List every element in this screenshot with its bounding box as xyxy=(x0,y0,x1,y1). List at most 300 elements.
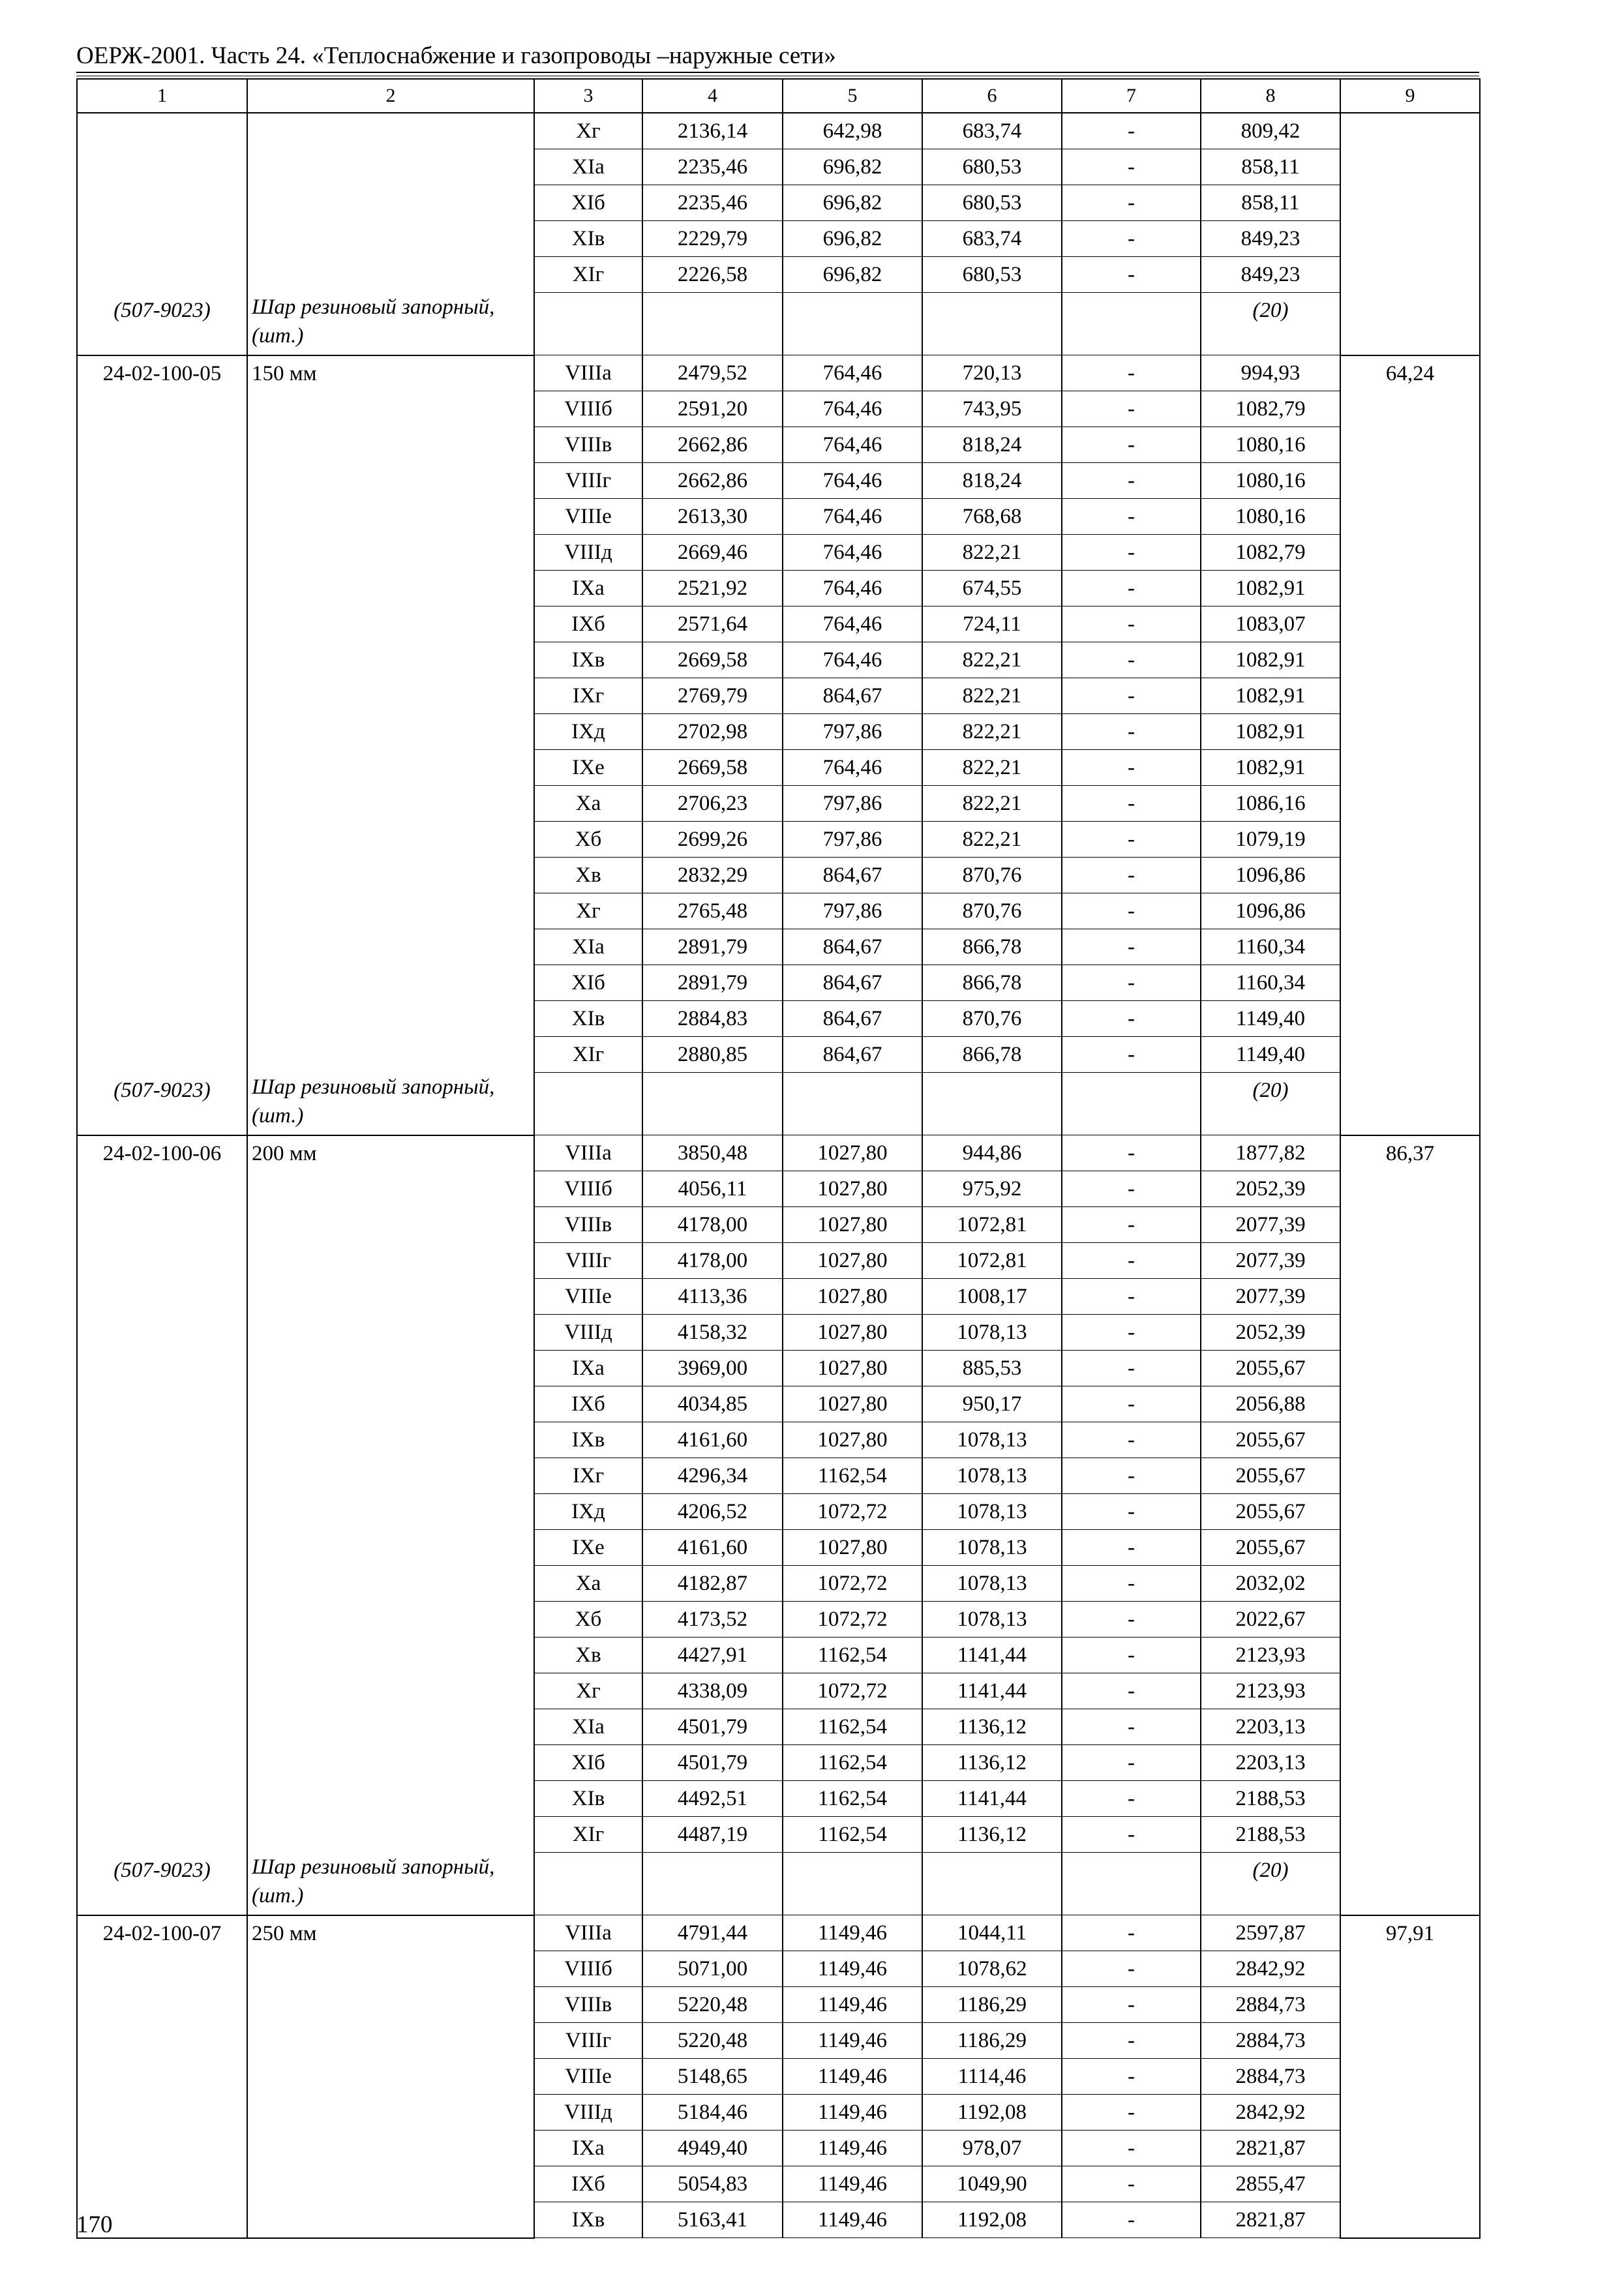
table-row xyxy=(77,1351,1480,1386)
table-row xyxy=(77,1638,1480,1673)
zone-cell xyxy=(534,1073,642,1135)
zone-cell: IХа xyxy=(534,2131,642,2166)
machines-cell xyxy=(922,1853,1062,1915)
total-cost-cell: 5148,65 xyxy=(642,2059,783,2095)
machines-cell: 944,86 xyxy=(922,1135,1062,1171)
materials-cell: 1160,34 xyxy=(1201,965,1340,1001)
rate-code-cell xyxy=(77,1458,247,1494)
table-row xyxy=(77,1315,1480,1351)
wages-cell xyxy=(783,293,922,355)
table-row xyxy=(77,1745,1480,1781)
drivers-wages-cell: - xyxy=(1062,822,1201,858)
rate-code-cell: 24-02-100-05 xyxy=(77,355,247,391)
wages-cell: 1149,46 xyxy=(783,1987,922,2023)
zone-cell: Ха xyxy=(534,1566,642,1602)
labor-cost-cell xyxy=(1340,2095,1480,2131)
rate-code-cell xyxy=(77,149,247,185)
wages-cell: 1027,80 xyxy=(783,1530,922,1566)
work-name-cell xyxy=(247,714,534,750)
price-table xyxy=(76,78,1481,2239)
table-row xyxy=(77,750,1480,786)
work-name-cell xyxy=(247,678,534,714)
total-cost-cell: 2699,26 xyxy=(642,822,783,858)
zone-cell: VIIIа xyxy=(534,1915,642,1951)
work-name-cell xyxy=(247,1279,534,1315)
wages-cell: 1027,80 xyxy=(783,1351,922,1386)
drivers-wages-cell: - xyxy=(1062,185,1201,221)
work-name-cell: 150 мм xyxy=(247,355,534,391)
machines-cell: 743,95 xyxy=(922,391,1062,427)
labor-cost-cell xyxy=(1340,858,1480,893)
zone-cell: VIIIд xyxy=(534,535,642,571)
work-name-cell xyxy=(247,1530,534,1566)
work-name-cell xyxy=(247,1494,534,1530)
total-cost-cell: 2832,29 xyxy=(642,858,783,893)
labor-cost-cell xyxy=(1340,1001,1480,1037)
total-cost-cell: 4501,79 xyxy=(642,1745,783,1781)
wages-cell: 1027,80 xyxy=(783,1315,922,1351)
machines-cell: 1078,13 xyxy=(922,1602,1062,1638)
zone-cell: ХIб xyxy=(534,1745,642,1781)
rate-code-cell xyxy=(77,642,247,678)
drivers-wages-cell: - xyxy=(1062,1781,1201,1817)
work-name-cell xyxy=(247,1781,534,1817)
materials-cell: 2203,13 xyxy=(1201,1709,1340,1745)
total-cost-cell: 5163,41 xyxy=(642,2202,783,2238)
total-cost-cell: 4158,32 xyxy=(642,1315,783,1351)
materials-cell: 2884,73 xyxy=(1201,2023,1340,2059)
rate-code-cell xyxy=(77,535,247,571)
work-name-cell xyxy=(247,1817,534,1853)
table-row xyxy=(77,1207,1480,1243)
work-name-cell xyxy=(247,427,534,463)
zone-cell: ХIб xyxy=(534,185,642,221)
machines-cell: 870,76 xyxy=(922,893,1062,929)
machines-cell: 683,74 xyxy=(922,113,1062,149)
wages-cell: 1027,80 xyxy=(783,1207,922,1243)
labor-cost-cell xyxy=(1340,750,1480,786)
drivers-wages-cell: - xyxy=(1062,1351,1201,1386)
machines-cell: 1072,81 xyxy=(922,1243,1062,1279)
rate-code-cell xyxy=(77,822,247,858)
labor-cost-cell xyxy=(1340,2023,1480,2059)
total-cost-cell: 2669,46 xyxy=(642,535,783,571)
total-cost-cell xyxy=(642,1853,783,1915)
labor-cost-cell xyxy=(1340,1987,1480,2023)
table-row xyxy=(77,786,1480,822)
column-number-row xyxy=(77,79,1480,113)
machines-cell: 1078,13 xyxy=(922,1494,1062,1530)
labor-cost-cell xyxy=(1340,606,1480,642)
total-cost-cell: 4113,36 xyxy=(642,1279,783,1315)
material-qty-cell: (20) xyxy=(1201,1073,1340,1135)
table-row xyxy=(77,1171,1480,1207)
table-row xyxy=(77,427,1480,463)
material-qty-cell: (20) xyxy=(1201,293,1340,355)
rate-code-cell xyxy=(77,571,247,606)
drivers-wages-cell: - xyxy=(1062,2095,1201,2131)
wages-cell: 764,46 xyxy=(783,750,922,786)
table-row xyxy=(77,535,1480,571)
total-cost-cell: 2669,58 xyxy=(642,642,783,678)
labor-cost-cell: 64,24 xyxy=(1340,355,1480,391)
total-cost-cell: 5054,83 xyxy=(642,2166,783,2202)
drivers-wages-cell: - xyxy=(1062,1817,1201,1853)
materials-cell: 1080,16 xyxy=(1201,463,1340,499)
rate-code-cell xyxy=(77,929,247,965)
total-cost-cell: 2235,46 xyxy=(642,185,783,221)
work-name-cell xyxy=(247,1037,534,1073)
materials-cell: 1082,91 xyxy=(1201,750,1340,786)
table-row xyxy=(77,1673,1480,1709)
table-row xyxy=(77,391,1480,427)
zone-cell: IХд xyxy=(534,714,642,750)
wages-cell: 696,82 xyxy=(783,185,922,221)
zone-cell: Хг xyxy=(534,893,642,929)
rate-code-cell xyxy=(77,463,247,499)
work-name-cell xyxy=(247,750,534,786)
zone-cell: Хг xyxy=(534,113,642,149)
work-name-cell xyxy=(247,2202,534,2238)
wages-cell: 642,98 xyxy=(783,113,922,149)
labor-cost-cell xyxy=(1340,1673,1480,1709)
drivers-wages-cell: - xyxy=(1062,1037,1201,1073)
drivers-wages-cell: - xyxy=(1062,2202,1201,2238)
total-cost-cell: 2662,86 xyxy=(642,463,783,499)
total-cost-cell: 2669,58 xyxy=(642,750,783,786)
wages-cell: 864,67 xyxy=(783,1037,922,1073)
machines-cell: 1078,13 xyxy=(922,1315,1062,1351)
machines-cell: 1044,11 xyxy=(922,1915,1062,1951)
zone-cell: IХд xyxy=(534,1494,642,1530)
rate-code-cell xyxy=(77,2059,247,2095)
table-row xyxy=(77,1037,1480,1073)
materials-cell: 1877,82 xyxy=(1201,1135,1340,1171)
wages-cell: 1027,80 xyxy=(783,1171,922,1207)
machines-cell: 975,92 xyxy=(922,1171,1062,1207)
total-cost-cell: 4492,51 xyxy=(642,1781,783,1817)
material-code-cell: (507-9023) xyxy=(77,1073,247,1135)
table-row xyxy=(77,606,1480,642)
drivers-wages-cell: - xyxy=(1062,1915,1201,1951)
table-row xyxy=(77,642,1480,678)
table-row xyxy=(77,965,1480,1001)
zone-cell: ХIг xyxy=(534,257,642,293)
work-name-cell xyxy=(247,1638,534,1673)
materials-cell: 2055,67 xyxy=(1201,1351,1340,1386)
wages-cell: 696,82 xyxy=(783,257,922,293)
drivers-wages-cell: - xyxy=(1062,1602,1201,1638)
rate-code-cell xyxy=(77,1001,247,1037)
wages-cell: 764,46 xyxy=(783,427,922,463)
rate-code-cell xyxy=(77,1951,247,1987)
materials-cell: 1096,86 xyxy=(1201,858,1340,893)
total-cost-cell: 4338,09 xyxy=(642,1673,783,1709)
column-number: 3 xyxy=(534,79,642,113)
rate-code-cell xyxy=(77,1817,247,1853)
table-row xyxy=(77,2095,1480,2131)
work-name-cell xyxy=(247,1987,534,2023)
work-name-cell xyxy=(247,642,534,678)
zone-cell: ХIв xyxy=(534,1001,642,1037)
work-name-cell xyxy=(247,2131,534,2166)
total-cost-cell xyxy=(642,1073,783,1135)
zone-cell: VIIIе xyxy=(534,2059,642,2095)
zone-cell: VIIIд xyxy=(534,2095,642,2131)
table-row xyxy=(77,2131,1480,2166)
zone-cell: IХе xyxy=(534,750,642,786)
zone-cell: Хв xyxy=(534,858,642,893)
total-cost-cell: 4161,60 xyxy=(642,1422,783,1458)
total-cost-cell: 2613,30 xyxy=(642,499,783,535)
labor-cost-cell xyxy=(1340,1709,1480,1745)
drivers-wages-cell xyxy=(1062,293,1201,355)
work-name-cell xyxy=(247,606,534,642)
labor-cost-cell xyxy=(1340,1530,1480,1566)
running-header: ОЕРЖ-2001. Часть 24. «Теплоснабжение и газопроводы –наружные сети» xyxy=(76,42,836,69)
labor-cost-cell xyxy=(1340,571,1480,606)
wages-cell: 1162,54 xyxy=(783,1458,922,1494)
rate-code-cell xyxy=(77,1422,247,1458)
zone-cell: VIIIб xyxy=(534,1171,642,1207)
material-code-cell: (507-9023) xyxy=(77,1853,247,1915)
wages-cell: 1162,54 xyxy=(783,1817,922,1853)
drivers-wages-cell: - xyxy=(1062,2131,1201,2166)
materials-cell: 1086,16 xyxy=(1201,786,1340,822)
table-row xyxy=(77,113,1480,149)
labor-cost-cell xyxy=(1340,1171,1480,1207)
rate-code-cell xyxy=(77,1638,247,1673)
wages-cell: 1162,54 xyxy=(783,1709,922,1745)
labor-cost-cell xyxy=(1340,1386,1480,1422)
rate-code-cell xyxy=(77,427,247,463)
drivers-wages-cell: - xyxy=(1062,1673,1201,1709)
total-cost-cell: 2235,46 xyxy=(642,149,783,185)
rate-code-cell xyxy=(77,221,247,257)
work-name-cell xyxy=(247,185,534,221)
drivers-wages-cell: - xyxy=(1062,391,1201,427)
labor-cost-cell xyxy=(1340,1279,1480,1315)
total-cost-cell: 4182,87 xyxy=(642,1566,783,1602)
wages-cell: 797,86 xyxy=(783,893,922,929)
drivers-wages-cell: - xyxy=(1062,1207,1201,1243)
zone-cell: VIIIе xyxy=(534,1279,642,1315)
drivers-wages-cell: - xyxy=(1062,1745,1201,1781)
wages-cell: 1027,80 xyxy=(783,1135,922,1171)
drivers-wages-cell: - xyxy=(1062,149,1201,185)
labor-cost-cell xyxy=(1340,535,1480,571)
work-name-cell xyxy=(247,2059,534,2095)
rate-code-cell xyxy=(77,1207,247,1243)
work-name-cell xyxy=(247,221,534,257)
machines-cell: 1078,13 xyxy=(922,1530,1062,1566)
table-row xyxy=(77,149,1480,185)
rate-code-cell xyxy=(77,1386,247,1422)
material-note-row xyxy=(77,1853,1480,1915)
wages-cell: 797,86 xyxy=(783,822,922,858)
table-row xyxy=(77,1458,1480,1494)
drivers-wages-cell: - xyxy=(1062,1987,1201,2023)
labor-cost-cell xyxy=(1340,642,1480,678)
drivers-wages-cell: - xyxy=(1062,1243,1201,1279)
total-cost-cell: 4056,11 xyxy=(642,1171,783,1207)
materials-cell: 2123,93 xyxy=(1201,1638,1340,1673)
machines-cell: 822,21 xyxy=(922,714,1062,750)
drivers-wages-cell: - xyxy=(1062,1422,1201,1458)
zone-cell: VIIIб xyxy=(534,391,642,427)
work-name-cell: 250 мм xyxy=(247,1915,534,1951)
table-row xyxy=(77,1279,1480,1315)
wages-cell: 1162,54 xyxy=(783,1781,922,1817)
materials-cell: 2032,02 xyxy=(1201,1566,1340,1602)
machines-cell xyxy=(922,293,1062,355)
materials-cell: 1082,91 xyxy=(1201,714,1340,750)
materials-cell: 858,11 xyxy=(1201,185,1340,221)
labor-cost-cell xyxy=(1340,1951,1480,1987)
wages-cell: 1162,54 xyxy=(783,1745,922,1781)
zone-cell: VIIIв xyxy=(534,1987,642,2023)
materials-cell: 2055,67 xyxy=(1201,1530,1340,1566)
rate-code-cell xyxy=(77,786,247,822)
work-name-cell xyxy=(247,1951,534,1987)
machines-cell: 768,68 xyxy=(922,499,1062,535)
labor-cost-cell xyxy=(1340,1638,1480,1673)
machines-cell: 1078,13 xyxy=(922,1458,1062,1494)
machines-cell: 683,74 xyxy=(922,221,1062,257)
materials-cell: 1079,19 xyxy=(1201,822,1340,858)
table-row xyxy=(77,1494,1480,1530)
drivers-wages-cell: - xyxy=(1062,1279,1201,1315)
table-row xyxy=(77,1987,1480,2023)
rate-code-cell xyxy=(77,1279,247,1315)
wages-cell: 1149,46 xyxy=(783,2095,922,2131)
drivers-wages-cell: - xyxy=(1062,1458,1201,1494)
wages-cell: 764,46 xyxy=(783,606,922,642)
work-name-cell xyxy=(247,1001,534,1037)
rate-code-cell xyxy=(77,391,247,427)
table-row xyxy=(77,1135,1480,1171)
total-cost-cell: 4173,52 xyxy=(642,1602,783,1638)
total-cost-cell: 5184,46 xyxy=(642,2095,783,2131)
labor-cost-cell xyxy=(1340,221,1480,257)
wages-cell: 864,67 xyxy=(783,965,922,1001)
materials-cell: 2077,39 xyxy=(1201,1243,1340,1279)
wages-cell: 1027,80 xyxy=(783,1279,922,1315)
work-name-cell xyxy=(247,571,534,606)
zone-cell: IХб xyxy=(534,606,642,642)
work-name-cell xyxy=(247,2166,534,2202)
materials-cell: 849,23 xyxy=(1201,221,1340,257)
drivers-wages-cell: - xyxy=(1062,1709,1201,1745)
machines-cell: 818,24 xyxy=(922,463,1062,499)
rate-code-cell xyxy=(77,1315,247,1351)
wages-cell: 864,67 xyxy=(783,1001,922,1037)
total-cost-cell: 2662,86 xyxy=(642,427,783,463)
work-name-cell xyxy=(247,1673,534,1709)
materials-cell: 1149,40 xyxy=(1201,1001,1340,1037)
labor-cost-cell xyxy=(1340,2059,1480,2095)
drivers-wages-cell xyxy=(1062,1073,1201,1135)
drivers-wages-cell: - xyxy=(1062,2166,1201,2202)
wages-cell: 1149,46 xyxy=(783,2059,922,2095)
materials-cell: 2855,47 xyxy=(1201,2166,1340,2202)
labor-cost-cell xyxy=(1340,786,1480,822)
total-cost-cell: 3969,00 xyxy=(642,1351,783,1386)
machines-cell: 1186,29 xyxy=(922,2023,1062,2059)
column-number: 7 xyxy=(1062,79,1201,113)
table-row xyxy=(77,257,1480,293)
total-cost-cell: 2229,79 xyxy=(642,221,783,257)
work-name-cell xyxy=(247,149,534,185)
zone-cell: IХв xyxy=(534,2202,642,2238)
table-row xyxy=(77,1566,1480,1602)
drivers-wages-cell: - xyxy=(1062,678,1201,714)
drivers-wages-cell: - xyxy=(1062,965,1201,1001)
labor-cost-cell xyxy=(1340,1853,1480,1915)
machines-cell: 822,21 xyxy=(922,535,1062,571)
materials-cell: 1082,91 xyxy=(1201,642,1340,678)
work-name-cell xyxy=(247,1171,534,1207)
machines-cell: 822,21 xyxy=(922,750,1062,786)
drivers-wages-cell: - xyxy=(1062,571,1201,606)
table-row xyxy=(77,1709,1480,1745)
rate-code-cell xyxy=(77,1745,247,1781)
materials-cell: 858,11 xyxy=(1201,149,1340,185)
drivers-wages-cell: - xyxy=(1062,1530,1201,1566)
machines-cell: 1008,17 xyxy=(922,1279,1062,1315)
total-cost-cell: 4427,91 xyxy=(642,1638,783,1673)
total-cost-cell: 2769,79 xyxy=(642,678,783,714)
labor-cost-cell xyxy=(1340,2166,1480,2202)
materials-cell: 1149,40 xyxy=(1201,1037,1340,1073)
machines-cell: 1192,08 xyxy=(922,2095,1062,2131)
table-row xyxy=(77,185,1480,221)
labor-cost-cell xyxy=(1340,2131,1480,2166)
zone-cell: IХа xyxy=(534,571,642,606)
work-name-cell xyxy=(247,2095,534,2131)
machines-cell: 680,53 xyxy=(922,257,1062,293)
rate-code-cell xyxy=(77,2131,247,2166)
zone-cell: VIIIг xyxy=(534,2023,642,2059)
rate-code-cell xyxy=(77,2095,247,2131)
wages-cell xyxy=(783,1073,922,1135)
machines-cell: 1141,44 xyxy=(922,1638,1062,1673)
materials-cell: 1080,16 xyxy=(1201,427,1340,463)
table-row xyxy=(77,571,1480,606)
labor-cost-cell xyxy=(1340,1037,1480,1073)
zone-cell: Ха xyxy=(534,786,642,822)
labor-cost-cell xyxy=(1340,1207,1480,1243)
machines-cell: 1141,44 xyxy=(922,1781,1062,1817)
machines-cell: 866,78 xyxy=(922,965,1062,1001)
labor-cost-cell xyxy=(1340,391,1480,427)
wages-cell: 1072,72 xyxy=(783,1494,922,1530)
machines-cell: 950,17 xyxy=(922,1386,1062,1422)
work-name-cell xyxy=(247,1243,534,1279)
column-number: 8 xyxy=(1201,79,1340,113)
zone-cell: ХIв xyxy=(534,1781,642,1817)
table-row xyxy=(77,1530,1480,1566)
rate-code-cell xyxy=(77,1494,247,1530)
materials-cell: 1096,86 xyxy=(1201,893,1340,929)
rate-code-cell xyxy=(77,965,247,1001)
labor-cost-cell xyxy=(1340,1817,1480,1853)
drivers-wages-cell: - xyxy=(1062,929,1201,965)
total-cost-cell: 2891,79 xyxy=(642,929,783,965)
machines-cell: 1049,90 xyxy=(922,2166,1062,2202)
table-row xyxy=(77,221,1480,257)
zone-cell: VIIIд xyxy=(534,1315,642,1351)
